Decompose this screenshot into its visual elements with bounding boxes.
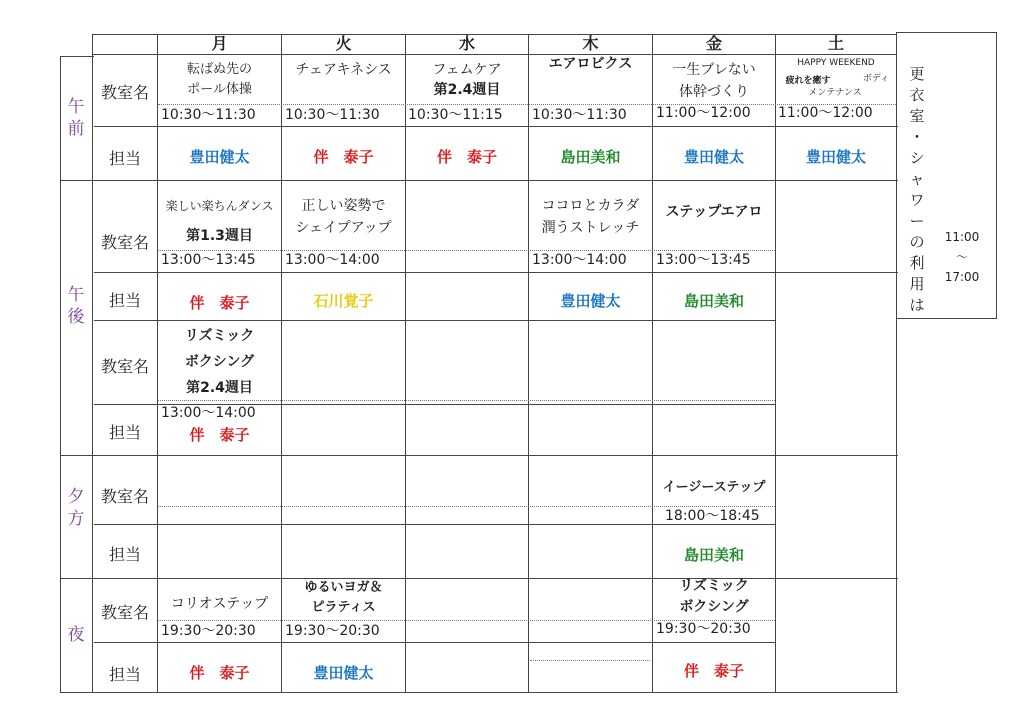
- class-name: ステップエアロ: [665, 204, 763, 220]
- note-char: の: [909, 233, 925, 251]
- class-name: ゆるいヨガ＆: [304, 580, 383, 595]
- class-name: ポール体操: [187, 82, 252, 97]
- row-label-instructor: 担当: [108, 545, 141, 564]
- note-char: ・: [909, 128, 925, 146]
- instructor-name: 伴 泰子: [683, 662, 744, 680]
- class-time: 10:30～11:30: [161, 107, 256, 123]
- class-name: ココロとカラダ: [541, 198, 640, 214]
- row-label-instructor: 担当: [108, 423, 141, 442]
- class-time: 13:00～13:45: [161, 252, 256, 268]
- class-name: 正しい姿勢で: [301, 198, 386, 214]
- instructor-name: 伴 泰子: [189, 664, 250, 682]
- row-label-class: 教室名: [100, 83, 149, 102]
- period-evening: 夕方: [67, 487, 85, 529]
- row-label-class: 教室名: [100, 233, 149, 252]
- instructor-name: 石川覚子: [313, 292, 374, 310]
- note-char: ワ: [909, 191, 925, 209]
- header-thu: 木: [582, 34, 599, 53]
- row-label-class: 教室名: [100, 603, 149, 622]
- class-time: 10:30～11:15: [408, 107, 503, 123]
- header-mon: 月: [211, 34, 228, 53]
- class-name: 楽しい楽ちんダンス: [165, 199, 274, 213]
- note-char: ー: [909, 212, 925, 230]
- class-name: ボクシング: [679, 599, 749, 615]
- instructor-name: 豊田健太: [313, 664, 374, 682]
- class-time: 11:00～12:00: [656, 105, 751, 121]
- row-label-instructor: 担当: [108, 665, 141, 684]
- note-char: 衣: [909, 86, 925, 104]
- instructor-name: 島田美和: [683, 546, 744, 564]
- class-name: フェムケア: [432, 62, 502, 78]
- period-night: 夜: [67, 625, 85, 645]
- header-tue: 火: [335, 34, 352, 53]
- instructor-name: 伴 泰子: [436, 148, 497, 166]
- class-name: 体幹づくり: [679, 84, 749, 100]
- class-name: ボクシング: [184, 354, 255, 370]
- class-week: 第1.3週目: [186, 228, 253, 244]
- row-label-instructor: 担当: [108, 149, 141, 168]
- header-fri: 金: [705, 34, 722, 53]
- class-name: 潤うストレッチ: [541, 220, 640, 236]
- row-label-class: 教室名: [100, 357, 149, 376]
- class-name: 疲れを癒す: [785, 76, 831, 86]
- period-morning: 午前: [67, 97, 85, 139]
- header-sat: 土: [827, 34, 844, 53]
- instructor-name: 豊田健太: [683, 148, 744, 166]
- note-time-end: 17:00: [944, 270, 980, 284]
- class-time: 19:30～20:30: [285, 623, 380, 639]
- note-time-start: 11:00: [944, 230, 980, 244]
- note-char: ャ: [909, 170, 925, 188]
- instructor-name: 豊田健太: [560, 292, 621, 310]
- note-time-sep: ～: [955, 250, 968, 264]
- class-name: ピラティス: [311, 600, 376, 615]
- class-time: 10:30～11:30: [532, 107, 627, 123]
- class-name: チェアキネシス: [295, 62, 392, 78]
- instructor-name: 島田美和: [560, 148, 621, 166]
- class-name: リズミック: [679, 578, 749, 594]
- class-name: シェイプアップ: [295, 220, 392, 236]
- locker-shower-note: [905, 64, 929, 316]
- class-time: 13:00～14:00: [532, 252, 627, 268]
- class-name: イージーステップ: [662, 480, 766, 495]
- note-char: シ: [909, 149, 925, 167]
- class-time: 19:30～20:30: [656, 621, 751, 637]
- class-week: 第2.4週目: [186, 380, 253, 396]
- class-time: 18:00～18:45: [665, 508, 760, 524]
- instructor-name: 伴 泰子: [189, 426, 250, 444]
- class-time: 13:00～14:00: [161, 405, 256, 421]
- class-name: コリオステップ: [170, 596, 269, 612]
- class-name: エアロビクス: [548, 56, 633, 72]
- note-char: 用: [909, 275, 925, 293]
- class-name: HAPPY WEEKEND: [797, 58, 875, 68]
- class-time: 13:00～13:45: [656, 252, 751, 268]
- note-char: は: [909, 296, 925, 314]
- class-time: 19:30～20:30: [161, 623, 256, 639]
- instructor-name: 豊田健太: [805, 148, 866, 166]
- header-wed: 水: [458, 34, 475, 53]
- class-name: ボディ: [862, 74, 890, 84]
- instructor-name: 伴 泰子: [189, 294, 250, 312]
- period-afternoon: 午後: [67, 285, 85, 327]
- instructor-name: 島田美和: [683, 292, 744, 310]
- class-name: 転ばぬ先の: [186, 62, 252, 77]
- class-time: 11:00～12:00: [778, 105, 873, 121]
- class-name: メンテナンス: [808, 88, 862, 98]
- class-name: リズミック: [184, 328, 255, 344]
- note-char: 利: [909, 254, 925, 272]
- row-label-class: 教室名: [100, 487, 149, 506]
- note-char: 更: [909, 65, 925, 83]
- class-week: 第2.4週目: [433, 82, 501, 98]
- note-char: 室: [909, 107, 925, 125]
- class-time: 13:00～14:00: [285, 252, 380, 268]
- row-label-instructor: 担当: [108, 291, 141, 310]
- class-name: 一生ブレない: [672, 62, 756, 78]
- class-time: 10:30～11:30: [285, 107, 380, 123]
- instructor-name: 豊田健太: [189, 148, 250, 166]
- instructor-name: 伴 泰子: [313, 148, 374, 166]
